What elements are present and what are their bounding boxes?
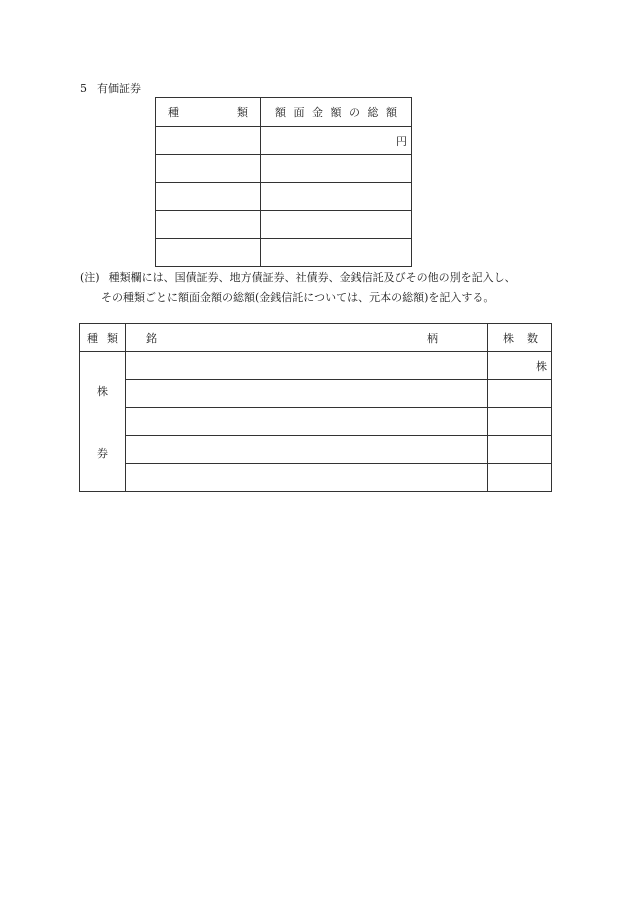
header-total-char: 額	[386, 106, 397, 119]
header-kind-char: 類	[107, 331, 118, 345]
kind-cell[interactable]	[156, 211, 261, 239]
table-row	[156, 183, 412, 211]
shares-cell[interactable]	[488, 380, 552, 408]
header-total-char: 金	[312, 106, 323, 119]
header-kind	[80, 324, 126, 352]
header-total-char: 総	[367, 106, 379, 119]
brand-cell[interactable]	[126, 380, 488, 408]
header-brand	[126, 324, 488, 352]
stock-kind-char: 券	[97, 446, 108, 460]
shares-unit: 株	[536, 360, 547, 373]
kind-cell[interactable]	[156, 239, 261, 267]
table-header-row	[156, 98, 412, 127]
brand-cell[interactable]	[126, 408, 488, 436]
shares-cell[interactable]	[488, 408, 552, 436]
brand-cell[interactable]	[126, 352, 488, 380]
table-header-row	[80, 324, 552, 352]
table-row	[156, 239, 412, 267]
brand-cell[interactable]	[126, 436, 488, 464]
stock-table	[79, 323, 552, 492]
section-number: 5	[80, 82, 87, 95]
header-brand-char: 銘	[146, 331, 157, 345]
header-total-char: 額	[330, 106, 342, 119]
note	[80, 268, 600, 308]
section-title: 有価証券	[97, 82, 141, 95]
table-row	[156, 127, 412, 155]
shares-cell[interactable]	[488, 436, 552, 464]
header-shares-char: 株	[503, 331, 514, 345]
yen-unit: 円	[396, 135, 407, 148]
header-total-char: の	[349, 106, 360, 119]
table-row	[80, 464, 552, 492]
note-line-1	[80, 268, 600, 288]
securities-table	[155, 97, 412, 267]
amount-cell[interactable]	[261, 211, 412, 239]
header-brand-char: 柄	[427, 331, 438, 345]
kind-cell[interactable]	[156, 127, 261, 155]
header-kind-char: 種	[87, 331, 98, 345]
header-kind-char: 種	[168, 106, 179, 119]
note-mark: (注)	[80, 271, 100, 284]
section-heading	[80, 80, 141, 96]
header-shares-char: 数	[527, 331, 538, 345]
table-row	[80, 408, 552, 436]
kind-cell[interactable]	[156, 183, 261, 211]
amount-cell[interactable]	[261, 239, 412, 267]
header-shares	[488, 324, 552, 352]
table-row	[156, 155, 412, 183]
header-face-value-total	[261, 98, 412, 127]
stock-kind-char: 株	[97, 384, 108, 398]
note-line-2: その種類ごとに額面金額の総額(金銭信託については、元本の総額)を記入する。	[101, 291, 495, 304]
table-row	[80, 436, 552, 464]
table-row	[80, 380, 552, 408]
header-kind	[156, 98, 261, 127]
table-row	[156, 211, 412, 239]
header-total-char: 額	[275, 106, 286, 119]
note-text-1: 種類欄には、国債証券、地方債証券、社債券、金銭信託及びその他の別を記入し、	[108, 271, 516, 284]
table-row	[80, 352, 552, 380]
shares-cell[interactable]	[488, 464, 552, 492]
amount-cell[interactable]	[261, 155, 412, 183]
shares-cell[interactable]	[488, 352, 552, 380]
brand-cell[interactable]	[126, 464, 488, 492]
amount-cell[interactable]	[261, 183, 412, 211]
header-total-char: 面	[293, 106, 305, 119]
stock-kind-cell	[80, 352, 126, 492]
amount-cell[interactable]	[261, 127, 412, 155]
kind-cell[interactable]	[156, 155, 261, 183]
header-kind-char: 類	[237, 106, 248, 119]
